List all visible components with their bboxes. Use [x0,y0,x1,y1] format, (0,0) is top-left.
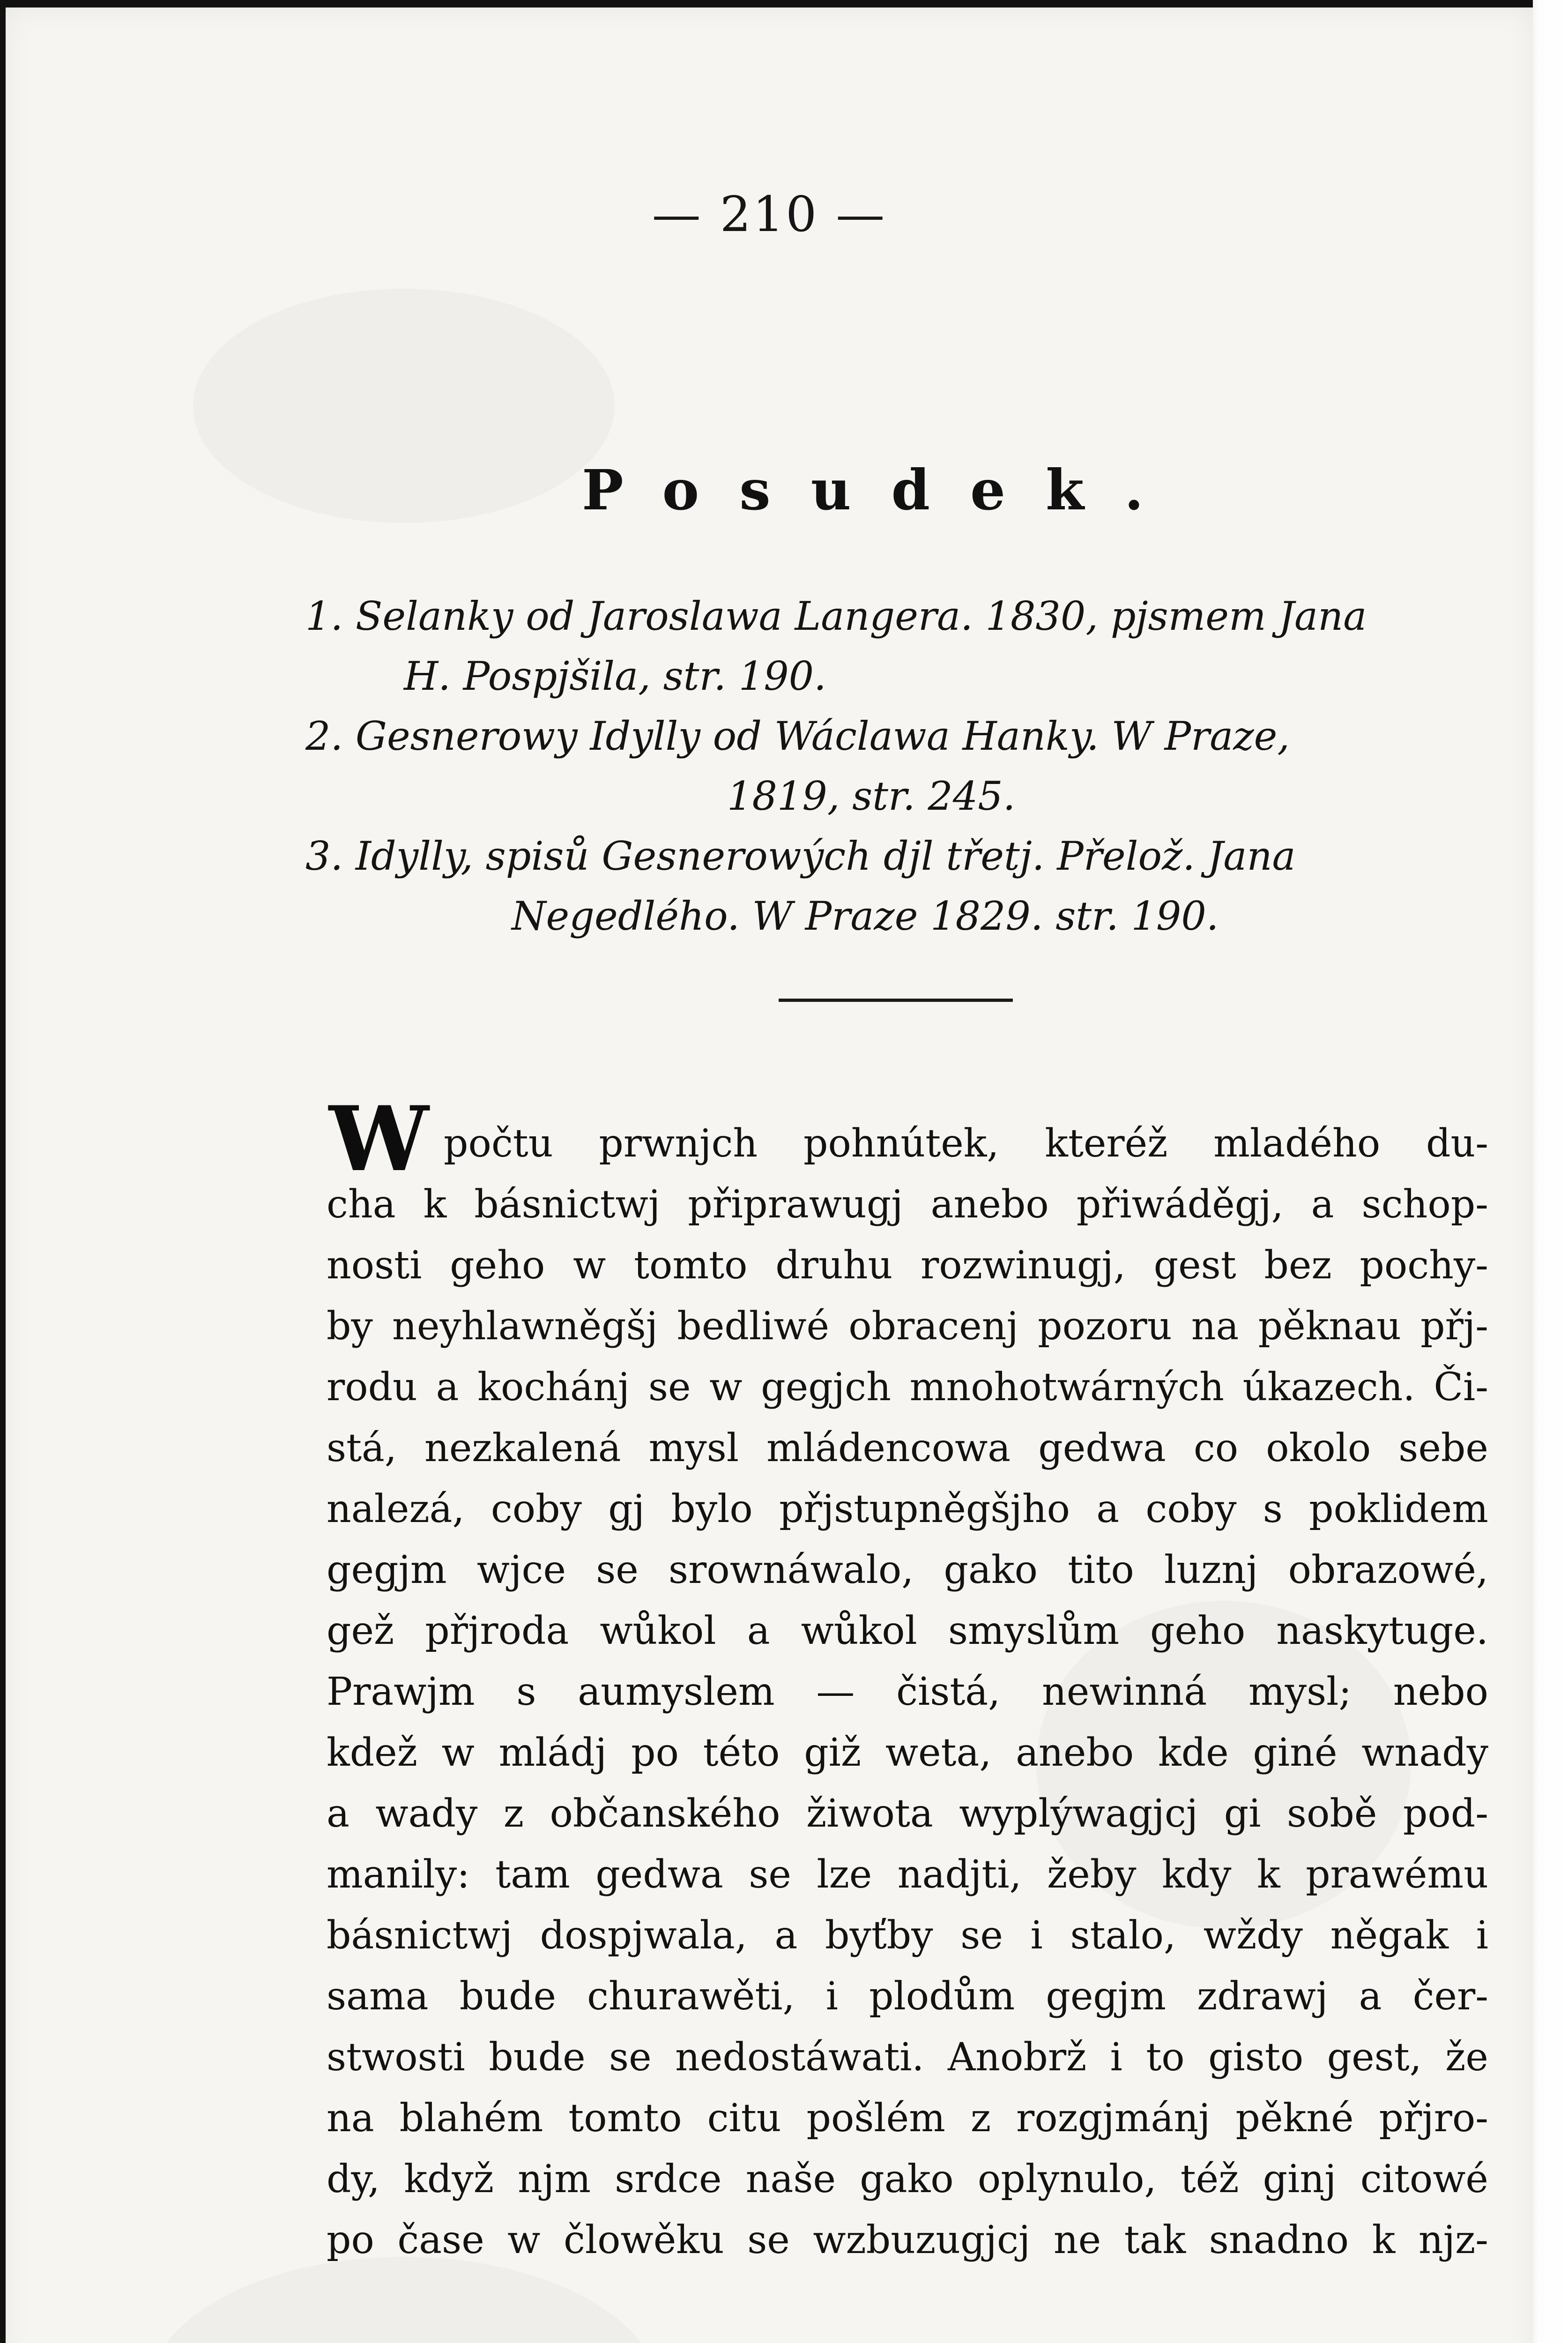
drop-cap: W [329,1087,429,1191]
body-line: sama bude churawěti, i plodům gegjm zdrawj a čer- [327,1974,1488,2019]
body-line: básnictwj dospjwala, a byťby se i stalo, wždy něgak i [327,1913,1488,1958]
body-line: Prawjm s aumyslem — čistá, newinná mysl; nebo [327,1670,1488,1714]
body-line: a wady z občanského žiwota wyplýwagjcj gi sobě pod- [327,1791,1488,1836]
section-heading: Posudek. [582,457,1184,522]
body-line: na blahém tomto citu pošlém z rozgjmánj pěkné přjro- [327,2096,1488,2141]
reference-2-line-2: 1819, str. 245. [727,773,1016,819]
reference-1-line-2: H. Pospjšila, str. 190. [404,653,826,699]
body-line: po čase w člowěku se wzbuzugjcj ne tak snadno k njz- [327,2218,1488,2262]
body-line: nosti geho w tomto druhu rozwinugj, gest bez pochy- [327,1243,1488,1288]
body-line: manily: tam gedwa se lze nadjti, žeby kdy k prawému [327,1852,1488,1897]
paper-stain [193,289,615,523]
reference-list [305,586,1509,946]
body-line: gež přjroda wůkol a wůkol smyslům geho naskytuge. [327,1609,1488,1653]
body-paragraph [327,1113,1488,2271]
body-line: nalezá, coby gj bylo přjstupněgšjho a coby s poklidem [327,1487,1488,1531]
body-line: stá, nezkalená mysl mládencowa gedwa co okolo sebe [327,1426,1488,1470]
book-page [6,7,1533,2343]
body-line: rodu a kochánj se w gegjch mnohotwárných úkazech. Či- [327,1365,1488,1410]
section-divider [779,999,1013,1002]
page-number: — 210 — [652,186,887,243]
reference-3-line-1: 3. Idylly, spisů Gesnerowých djl třetj. Přelož. Jana [305,833,1296,879]
page-edge [1533,0,1568,2343]
body-line: dy, když njm srdce naše gako oplynulo, též ginj citowé [327,2157,1488,2201]
body-line: kdež w mládj po této giž weta, anebo kde giné wnady [327,1731,1488,1775]
reference-3-line-2: Negedlého. W Praze 1829. str. 190. [512,893,1219,939]
body-line: stwosti bude se nedostáwati. Anobrž i to gisto gest, že [327,2035,1488,2080]
body-line: gegjm wjce se srownáwalo, gako tito luznj obrazowé, [327,1548,1488,1592]
reference-1-line-1: 1. Selanky od Jaroslawa Langera. 1830, pjsmem Jana [305,593,1367,639]
body-line: cha k básnictwj připrawugj anebo přiwáděgj, a schop- [327,1182,1488,1227]
reference-2-line-1: 2. Gesnerowy Idylly od Wáclawa Hanky. W Praze, [305,713,1290,759]
body-line: by neyhlawněgšj bedliwé obracenj pozoru na pěknau přj- [327,1304,1488,1349]
body-line: počtu prwnjch pohnútek, kteréž mladého du- [444,1121,1488,1166]
